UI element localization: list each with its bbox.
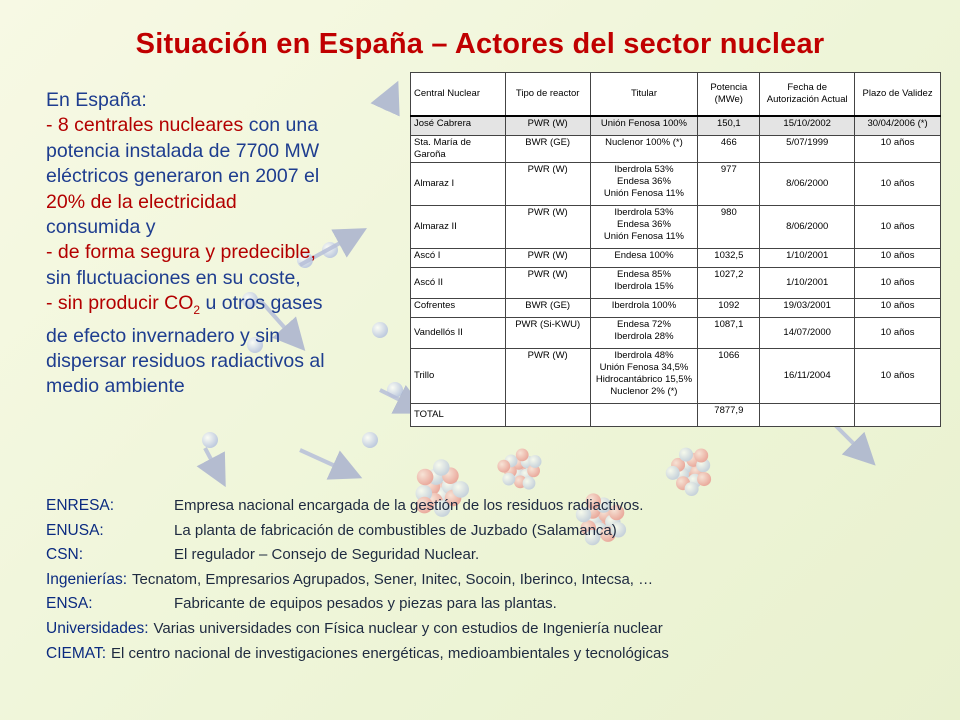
table-row	[411, 299, 941, 318]
actor-label	[46, 543, 174, 568]
actor-row	[46, 494, 946, 519]
empty-cell	[855, 404, 941, 427]
actor-separator: :	[88, 595, 93, 613]
intro-line	[46, 291, 391, 323]
actor-name: CIEMAT	[46, 644, 102, 662]
intro-subscript: 2	[193, 303, 201, 318]
power-cell: 1032,5	[698, 249, 760, 268]
actors-list	[46, 494, 946, 666]
intro-line: 20% de la electricidad	[46, 190, 237, 213]
date-cell: 19/03/2001	[760, 299, 855, 318]
actor-label	[46, 568, 127, 593]
reactor-type-cell: PWR (W)	[505, 116, 590, 136]
total-value: 7877,9	[698, 404, 760, 427]
titular-cell	[590, 206, 698, 249]
page-title: Situación en España – Actores del sector nuclear	[135, 28, 825, 60]
titular-line: Endesa 100%	[614, 250, 674, 261]
table-row	[411, 249, 941, 268]
actor-separator: :	[78, 546, 84, 564]
intro-text-part: u otros gases	[200, 292, 323, 315]
titular-cell	[590, 163, 698, 206]
table-header-cell: Titular	[590, 73, 698, 117]
date-cell: 1/10/2001	[760, 268, 855, 299]
titular-line: Iberdrola 15%	[614, 281, 674, 292]
reactor-type-cell: PWR (Si-KWU)	[505, 318, 590, 349]
validity-cell: 10 años	[855, 268, 941, 299]
validity-cell: 10 años	[855, 163, 941, 206]
actor-label	[46, 519, 174, 544]
date-cell: 1/10/2001	[760, 249, 855, 268]
intro-line: medio ambiente	[46, 375, 185, 398]
intro-line: sin fluctuaciones en su coste,	[46, 266, 301, 289]
titular-line: Endesa 72%	[617, 319, 671, 330]
power-cell: 1087,1	[698, 318, 760, 349]
titular-line: Iberdrola 100%	[611, 300, 677, 311]
table-row	[411, 318, 941, 349]
actor-name: ENRESA	[46, 497, 110, 514]
titular-line: Endesa 36%	[617, 176, 671, 187]
reactor-type-cell: PWR (W)	[505, 268, 590, 299]
central-cell: Sta. María de Garoña	[411, 136, 506, 163]
table-row	[411, 116, 941, 136]
titular-cell	[590, 116, 698, 136]
intro-line: dispersar residuos radiactivos al	[46, 349, 325, 372]
actor-description: Tecnatom, Empresarios Agrupados, Sener, Initec, Socoin, Iberinco, Intecsa, …	[132, 570, 654, 588]
power-cell: 1027,2	[698, 268, 760, 299]
actor-separator: :	[101, 644, 107, 662]
reactor-type-cell: PWR (W)	[505, 349, 590, 404]
actor-name: ENSA	[46, 595, 89, 613]
table-row	[411, 268, 941, 299]
titular-cell	[590, 299, 698, 318]
actor-description: Empresa nacional encargada de la gestión de los residuos radiactivos.	[174, 497, 644, 514]
intro-highlight: - sin producir CO	[46, 292, 194, 315]
reactor-type-cell: PWR (W)	[505, 206, 590, 249]
intro-line: consumida y	[46, 216, 156, 239]
empty-cell	[590, 404, 698, 427]
actor-description: La planta de fabricación de combustibles de Juzbado (Salamanca)	[174, 521, 617, 539]
titular-line: Nuclenor 100% (*)	[605, 137, 683, 148]
nucleus-icon	[497, 449, 541, 490]
table-row	[411, 136, 941, 163]
titular-line: Endesa 85%	[617, 269, 671, 280]
table-total-row	[411, 404, 941, 427]
date-cell: 14/07/2000	[760, 318, 855, 349]
particle-icon	[202, 432, 218, 448]
titular-line: Endesa 36%	[617, 219, 671, 230]
intro-line: de efecto invernadero y sin	[46, 324, 281, 347]
power-cell: 150,1	[698, 116, 760, 136]
titular-cell	[590, 349, 698, 404]
central-cell: Almaraz II	[411, 206, 506, 249]
power-cell: 1066	[698, 349, 760, 404]
table-header-cell: Central Nuclear	[411, 73, 506, 117]
central-cell: Vandellós II	[411, 318, 506, 349]
titular-line: Iberdrola 53%	[614, 207, 674, 218]
date-cell: 8/06/2000	[760, 206, 855, 249]
validity-cell: 10 años	[855, 318, 941, 349]
validity-cell: 10 años	[855, 299, 941, 318]
intro-line	[46, 113, 391, 138]
total-label: TOTAL	[411, 404, 506, 427]
date-cell: 8/06/2000	[760, 163, 855, 206]
titular-line: Iberdrola 48%	[614, 350, 674, 361]
power-cell: 466	[698, 136, 760, 163]
empty-cell	[505, 404, 590, 427]
reactor-type-cell: PWR (W)	[505, 163, 590, 206]
empty-cell	[760, 404, 855, 427]
central-cell: Almaraz I	[411, 163, 506, 206]
titular-line: Unión Fenosa 100%	[600, 118, 687, 129]
titular-line: Iberdrola 28%	[614, 331, 674, 342]
titular-line: Nuclenor 2% (*)	[610, 386, 678, 397]
actor-label	[46, 642, 106, 667]
actor-label	[46, 617, 149, 642]
actor-description: Fabricante de equipos pesados y piezas para las plantas.	[174, 595, 557, 613]
actor-separator: :	[144, 619, 149, 637]
intro-line: - de forma segura y predecible,	[46, 241, 316, 264]
table-header-cell: Tipo de reactor	[505, 73, 590, 117]
reactor-type-cell: BWR (GE)	[505, 299, 590, 318]
actor-name: CSN	[46, 546, 79, 564]
titular-line: Hidrocantábrico 15,5%	[595, 374, 693, 385]
validity-cell: 10 años	[855, 206, 941, 249]
table-header-row	[411, 73, 941, 117]
titular-line: Iberdrola 53%	[614, 164, 674, 175]
actor-name: ENUSA	[46, 521, 100, 539]
actor-name: Universidades	[46, 619, 145, 637]
power-cell: 980	[698, 206, 760, 249]
central-cell: Ascó I	[411, 249, 506, 268]
titular-line: Unión Fenosa 34,5%	[599, 362, 689, 373]
reactor-type-cell: PWR (W)	[505, 249, 590, 268]
actor-row	[46, 568, 946, 593]
table-header-cell: Plazo de Validez	[855, 73, 941, 117]
actor-separator: :	[109, 497, 115, 514]
actor-label	[46, 592, 174, 617]
actor-row	[46, 519, 946, 544]
actor-row	[46, 592, 946, 617]
actor-description: El regulador – Consejo de Seguridad Nuclear.	[174, 546, 480, 564]
intro-line: potencia instalada de 7700 MW	[46, 139, 320, 162]
intro-line: eléctricos generaron en 2007 el	[46, 165, 320, 188]
intro-text	[46, 88, 391, 400]
date-cell: 16/11/2004	[760, 349, 855, 404]
intro-highlight: - 8 centrales nucleares	[46, 114, 249, 137]
titular-cell	[590, 318, 698, 349]
titular-line: Unión Fenosa 11%	[603, 188, 685, 199]
validity-cell: 10 años	[855, 349, 941, 404]
actor-row	[46, 617, 946, 642]
actor-name: Ingenierías	[46, 570, 123, 588]
actor-description: El centro nacional de investigaciones energéticas, medioambientales y tecnológicas	[111, 644, 669, 662]
nuclear-plants-table	[410, 72, 941, 427]
date-cell: 15/10/2002	[760, 116, 855, 136]
titular-cell	[590, 249, 698, 268]
particle-icon	[362, 432, 378, 448]
validity-cell: 10 años	[855, 136, 941, 163]
table-header-cell: Potencia (MWe)	[698, 73, 760, 117]
power-cell: 977	[698, 163, 760, 206]
central-cell: Cofrentes	[411, 299, 506, 318]
titular-cell	[590, 136, 698, 163]
central-cell: José Cabrera	[411, 116, 506, 136]
central-cell: Ascó II	[411, 268, 506, 299]
table-row	[411, 349, 941, 404]
actor-row	[46, 543, 946, 568]
titular-line: Unión Fenosa 11%	[603, 231, 685, 242]
titular-cell	[590, 268, 698, 299]
table-header-cell: Fecha de Autorización Actual	[760, 73, 855, 117]
validity-cell: 10 años	[855, 249, 941, 268]
table-row	[411, 206, 941, 249]
power-cell: 1092	[698, 299, 760, 318]
actor-separator: :	[99, 521, 104, 539]
actor-label	[46, 494, 174, 519]
actor-description: Varias universidades con Física nuclear y con estudios de Ingeniería nuclear	[153, 619, 663, 637]
actor-row	[46, 642, 946, 667]
actor-separator: :	[122, 570, 128, 588]
date-cell: 5/07/1999	[760, 136, 855, 163]
intro-text-part: con una	[248, 114, 319, 137]
table-row	[411, 163, 941, 206]
reactor-type-cell: BWR (GE)	[505, 136, 590, 163]
validity-cell: 30/04/2006 (*)	[855, 116, 941, 136]
central-cell: Trillo	[411, 349, 506, 404]
nucleus-icon	[666, 448, 711, 496]
intro-line: En España:	[46, 89, 147, 111]
